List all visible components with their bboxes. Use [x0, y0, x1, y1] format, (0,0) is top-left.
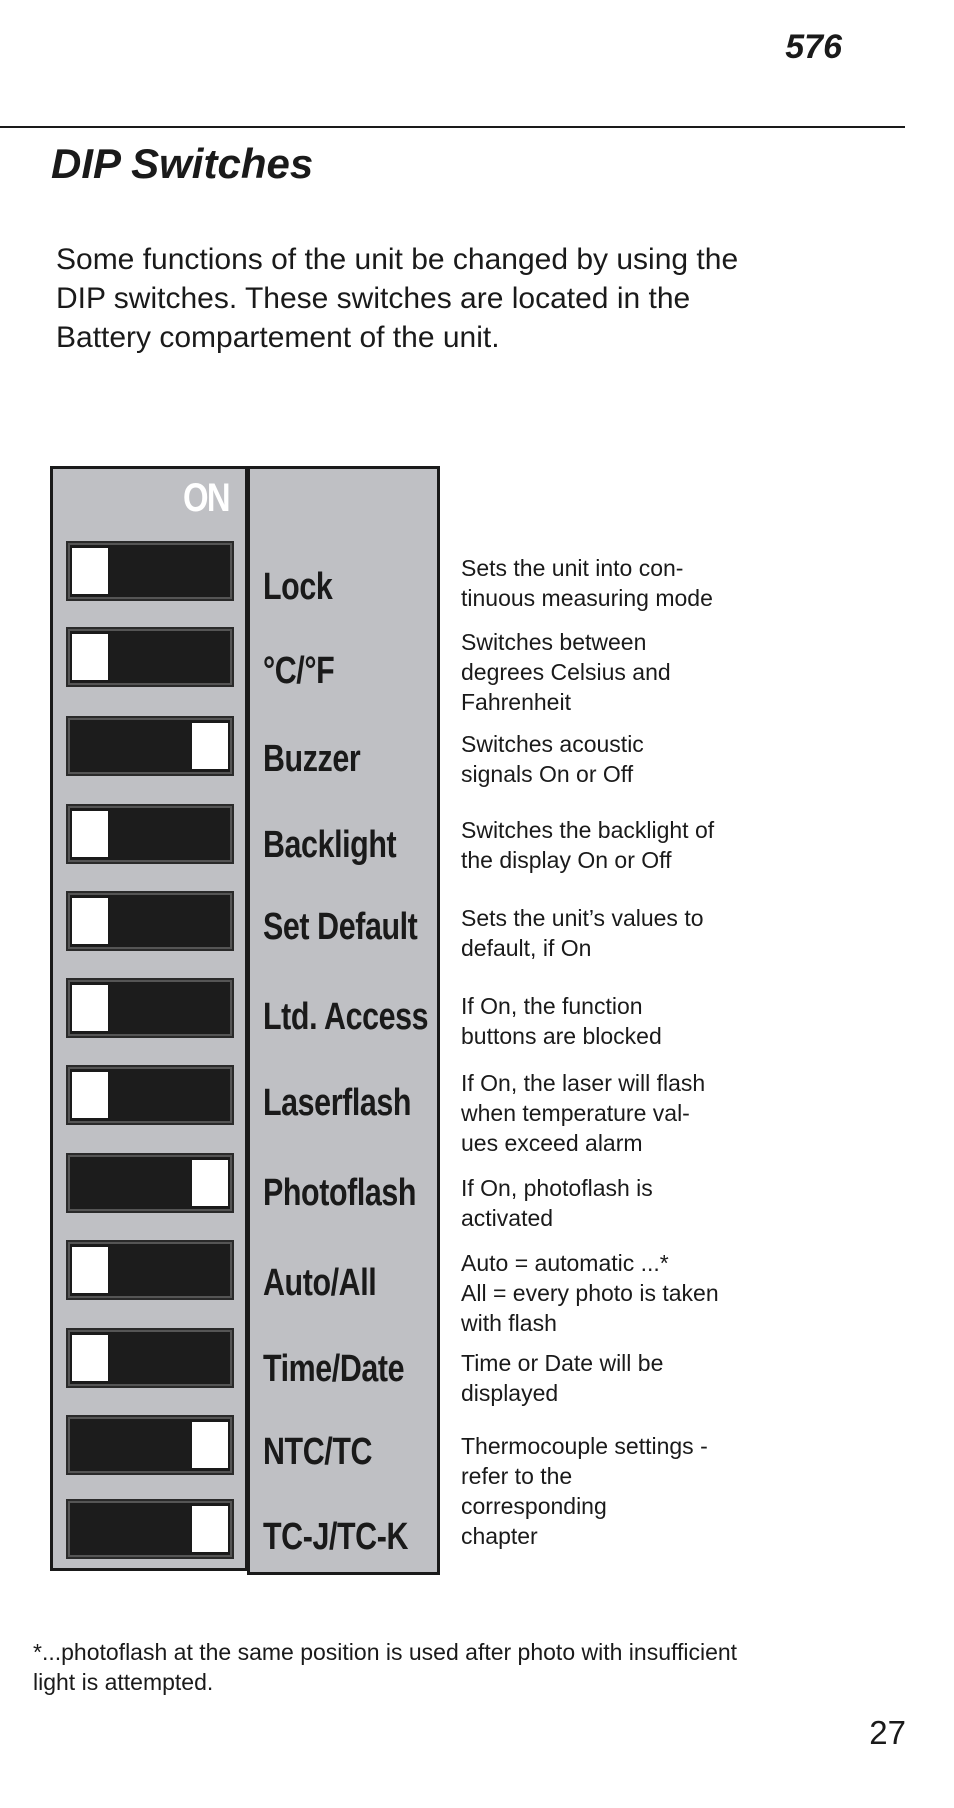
dip-switch-buzzer[interactable] [66, 716, 234, 776]
switch-knob[interactable] [190, 1420, 230, 1470]
switch-label-photoflash: Photoflash [263, 1172, 417, 1214]
switch-description-ntc-tc: Thermocouple settings - refer to the corresponding chapter [461, 1433, 708, 1549]
dip-switch-auto-all[interactable] [66, 1240, 234, 1300]
switch-knob[interactable] [70, 809, 110, 859]
dip-switch-photoflash[interactable] [66, 1153, 234, 1213]
switch-description-photoflash: If On, photoflash is activated [461, 1175, 653, 1231]
switch-label-backlight: Backlight [263, 824, 397, 866]
switch-label-auto-all: Auto/All [263, 1262, 377, 1304]
dip-switch-lock[interactable] [66, 541, 234, 601]
switch-description-laserflash: If On, the laser will flash when temperature val- ues exceed alarm [461, 1070, 706, 1156]
dip-switch-ntc-tc[interactable] [66, 1415, 234, 1475]
dip-switch-backlight[interactable] [66, 804, 234, 864]
dip-switch-ltd-access[interactable] [66, 978, 234, 1038]
switch-knob[interactable] [70, 1070, 110, 1120]
switch-label-time-date: Time/Date [263, 1348, 405, 1390]
switch-knob[interactable] [70, 632, 110, 682]
switch-label-ltd-access: Ltd. Access [263, 996, 429, 1038]
footnote: *...photoflash at the same position is used after photo with insufficient light is attempted. [33, 1639, 738, 1695]
switch-description-set-default: Sets the unit’s values to default, if On [461, 905, 704, 961]
page-title: DIP Switches [51, 140, 314, 187]
switch-description-time-date: Time or Date will be displayed [461, 1350, 664, 1406]
switch-label-buzzer: Buzzer [263, 738, 361, 780]
switch-description-lock: Sets the unit into con- tinuous measuring mode [461, 555, 713, 611]
switch-knob[interactable] [70, 546, 110, 596]
intro-paragraph: Some functions of the unit be changed by using the DIP switches. These switches are located in the Battery compartement of the unit. [56, 243, 739, 354]
switch-label-tc-j-tc-k: TC-J/TC-K [263, 1516, 409, 1558]
dip-switch-set-default[interactable] [66, 891, 234, 951]
switch-description-buzzer: Switches acoustic signals On or Off [461, 731, 644, 787]
switch-label-ntc-tc: NTC/TC [263, 1431, 373, 1473]
switch-knob[interactable] [190, 721, 230, 771]
model-number: 576 [785, 28, 842, 66]
switch-description-unit: Switches between degrees Celsius and Fahrenheit [461, 629, 671, 715]
switch-label-laserflash: Laserflash [263, 1082, 412, 1124]
dip-switch-tc-j-tc-k[interactable] [66, 1499, 234, 1559]
switch-description-ltd-access: If On, the function buttons are blocked [461, 993, 662, 1049]
switch-label-set-default: Set Default [263, 906, 418, 948]
dip-switch-time-date[interactable] [66, 1328, 234, 1388]
switch-knob[interactable] [70, 1245, 110, 1295]
page-number: 27 [869, 1714, 906, 1751]
switch-description-backlight: Switches the backlight of the display On or Off [461, 817, 715, 873]
switch-label-unit: °C/°F [263, 650, 335, 692]
switch-knob[interactable] [70, 896, 110, 946]
dip-switch-unit[interactable] [66, 627, 234, 687]
switch-knob[interactable] [190, 1158, 230, 1208]
header-rule [0, 126, 905, 128]
on-indicator-label: ON [183, 476, 229, 520]
switch-knob[interactable] [190, 1504, 230, 1554]
switch-description-auto-all: Auto = automatic ...* All = every photo is taken with flash [461, 1250, 719, 1336]
switch-knob[interactable] [70, 1333, 110, 1383]
switch-label-lock: Lock [263, 566, 333, 608]
switch-knob[interactable] [70, 983, 110, 1033]
dip-switch-laserflash[interactable] [66, 1065, 234, 1125]
